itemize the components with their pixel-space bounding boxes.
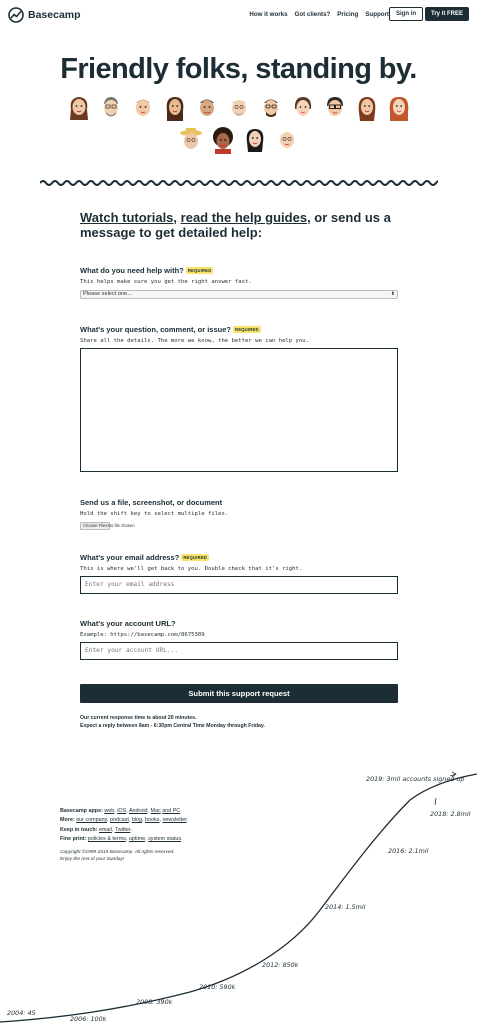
footer-copyright	[60, 849, 188, 863]
file-status: No file chosen	[108, 523, 135, 528]
brand-name: Basecamp	[28, 9, 81, 21]
watch-tutorials-link[interactable]: Watch tutorials	[80, 210, 174, 225]
milestone-2006: 2006: 100k	[70, 1015, 107, 1023]
copyright-text: Copyright ©1999-2019 Basecamp. All rights reserved.	[60, 849, 175, 855]
support-team-avatars-row-1	[0, 94, 477, 122]
question-label	[80, 325, 261, 334]
footer-more-row: More: our company, podcast, blog, books, newsletter.	[60, 817, 189, 824]
footer-fine-row: Fine print: policies & terms, uptime, system status.	[60, 836, 183, 843]
email-label	[80, 553, 209, 562]
footer-fine-label: Fine print:	[60, 836, 87, 843]
footer-link-blog[interactable]: blog	[131, 817, 143, 824]
footer-link-policies[interactable]: policies & terms	[87, 836, 126, 843]
response-time-note	[80, 714, 265, 730]
milestone-2012: 2012: 850k	[262, 961, 299, 969]
page-title: Friendly folks, standing by.	[60, 53, 417, 85]
footer-link-uptime[interactable]: uptime	[128, 836, 146, 843]
footer-link-company[interactable]: our company	[76, 817, 107, 824]
footer-link-books[interactable]: books	[145, 817, 160, 824]
account-url-field[interactable]: Enter your account URL...	[80, 642, 398, 660]
choose-files-button[interactable]: Choose Files	[80, 522, 110, 530]
account-hint: Example: https://basecamp.com/8675309	[80, 632, 205, 638]
squiggle-divider	[40, 178, 438, 188]
avatar	[322, 94, 348, 122]
required-badge: REQUIRED	[234, 327, 259, 332]
topic-hint: This helps make sure you get the right answer fast.	[80, 279, 252, 285]
file-label: Send us a file, screenshot, or document	[80, 498, 223, 507]
footer-link-status[interactable]: system status	[148, 836, 182, 843]
try-free-button[interactable]: Try it FREE	[425, 7, 469, 21]
nav-got-clients[interactable]: Got clients?	[294, 11, 331, 18]
footer-link-pc[interactable]: and PC	[162, 808, 181, 814]
footer-apps-row: Basecamp apps: web, iOS, Android, Mac and PC.	[60, 808, 182, 814]
avatar	[130, 94, 156, 122]
reply-hours-line: Expect a reply between 8am - 6:30pm Central Time Monday through Friday.	[80, 723, 265, 729]
avatar	[226, 94, 252, 122]
basecamp-logo-icon	[8, 7, 24, 23]
nav-pricing[interactable]: Pricing	[337, 11, 359, 18]
avatar	[258, 94, 284, 122]
question-hint: Share all the details. The more we know, the better we can help you.	[80, 338, 310, 344]
intro-rest-text: , or send us a message to get detailed help:	[80, 210, 391, 240]
brand-logo[interactable]	[8, 7, 81, 23]
topic-label-text: What do you need help with?	[80, 266, 184, 275]
intro-separator: ,	[173, 210, 181, 225]
email-hint: This is where we'll get back to you. Double check that it's right.	[80, 566, 303, 572]
avatar	[210, 126, 236, 154]
nav-how-it-works[interactable]: How it works	[249, 11, 288, 18]
footer-link-twitter[interactable]: Twitter	[114, 826, 131, 833]
avatar	[194, 94, 220, 122]
required-badge: REQUIRED	[183, 555, 208, 560]
help-intro	[80, 210, 400, 240]
footer-touch-row: Keep in touch: email, Twitter.	[60, 826, 132, 833]
select-arrows-icon: ⬍	[390, 291, 395, 297]
avatar	[274, 126, 300, 154]
footer-link-android[interactable]: Android	[128, 808, 148, 814]
footer-more-label: More:	[60, 817, 75, 824]
milestone-2016: 2016: 2.1mil	[388, 847, 429, 855]
avatar	[98, 94, 124, 122]
topic-label	[80, 266, 213, 275]
milestone-2004: 2004: 45	[7, 1009, 36, 1017]
account-label: What's your account URL?	[80, 619, 176, 628]
submit-support-request-button[interactable]: Submit this support request	[80, 684, 398, 703]
footer-link-podcast[interactable]: podcast	[109, 817, 129, 824]
topic-select[interactable]	[80, 290, 398, 299]
growth-curve	[0, 760, 477, 1024]
question-textarea[interactable]	[80, 348, 398, 472]
site-header	[0, 6, 477, 26]
avatar	[290, 94, 316, 122]
site-footer	[60, 807, 188, 863]
avatar	[178, 126, 204, 154]
milestone-2008: 2008: 390k	[136, 998, 173, 1006]
question-label-text: What's your question, comment, or issue?	[80, 325, 231, 334]
footer-link-newsletter[interactable]: newsletter	[162, 817, 187, 824]
avatar	[242, 126, 268, 154]
enjoy-text: Enjoy the rest of your Sunday!	[60, 856, 125, 862]
main-nav	[249, 11, 389, 18]
help-guides-link[interactable]: read the help guides	[180, 210, 308, 225]
nav-support[interactable]: Support	[365, 11, 389, 18]
footer-link-email[interactable]: email	[98, 826, 112, 833]
avatar	[386, 94, 412, 122]
support-team-avatars-row-2	[0, 126, 477, 154]
footer-link-ios[interactable]: iOS	[117, 808, 127, 814]
avatar	[354, 94, 380, 122]
avatar	[162, 94, 188, 122]
response-time-line: Our current response time is about 20 minutes.	[80, 715, 197, 721]
avatar	[66, 94, 92, 122]
file-hint: Hold the shift key to select multiple files.	[80, 511, 229, 517]
milestone-2014: 2014: 1.5mil	[325, 903, 366, 911]
footer-link-web[interactable]: web	[104, 808, 115, 814]
sign-in-button[interactable]: Sign in	[389, 7, 423, 21]
footer-touch-label: Keep in touch:	[60, 826, 98, 833]
email-label-text: What's your email address?	[80, 553, 180, 562]
email-field[interactable]: Enter your email address	[80, 576, 398, 594]
milestone-2018: 2018: 2.8mil	[430, 810, 471, 818]
milestone-2019: 2019: 3mil accounts signed up	[366, 775, 465, 783]
milestone-2010: 2010: 590k	[199, 983, 236, 991]
required-badge: REQUIRED	[187, 268, 212, 273]
footer-apps-label: Basecamp apps:	[60, 808, 103, 814]
footer-link-mac[interactable]: Mac	[150, 808, 161, 814]
topic-select-value: Please select one...	[83, 291, 132, 297]
